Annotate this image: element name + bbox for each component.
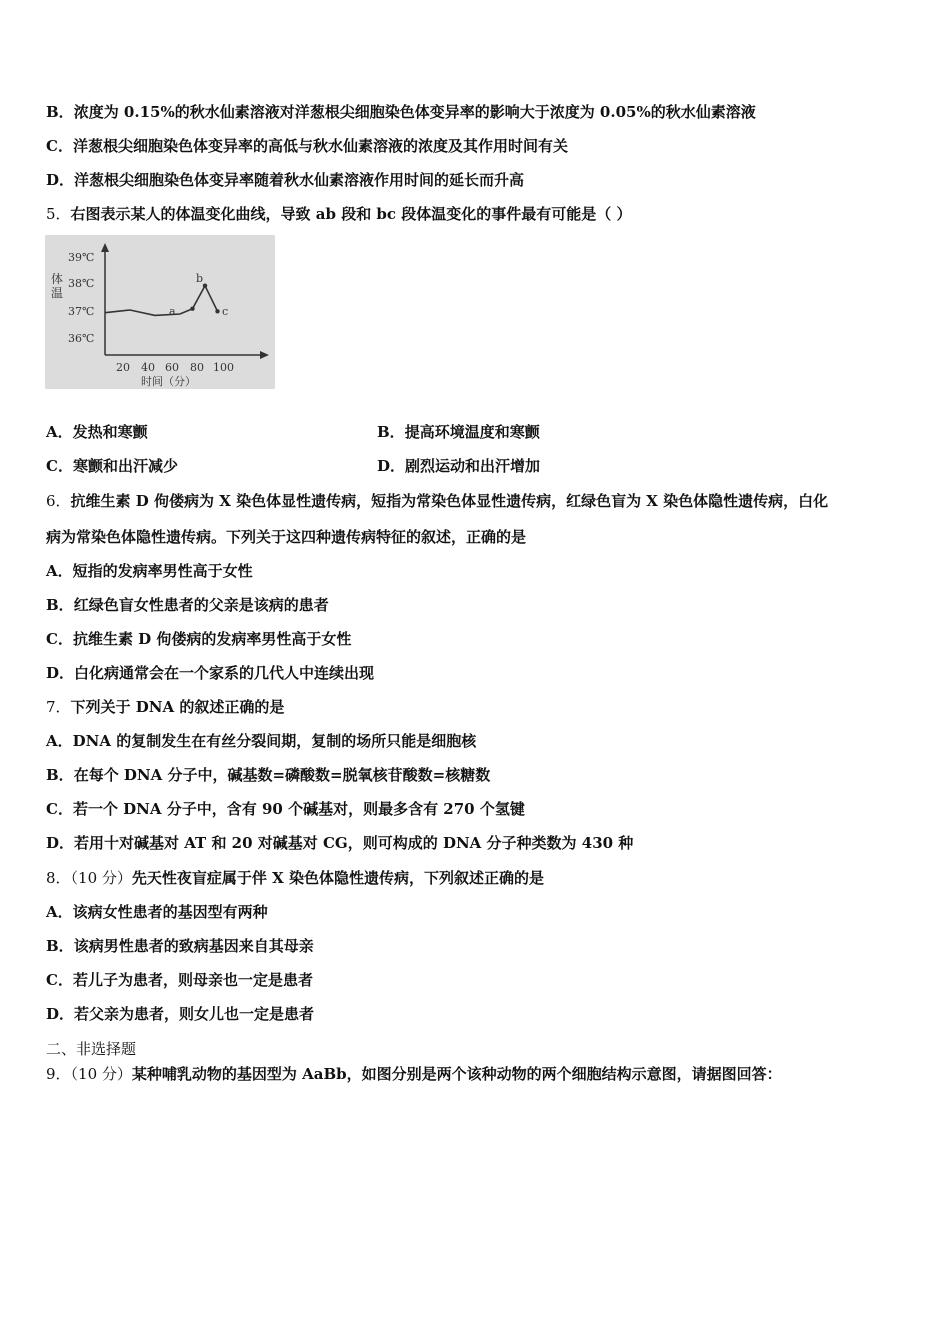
q8-option-d: D．若父亲为患者，则女儿也一定是患者	[46, 1005, 315, 1023]
q7-stem: 7．下列关于 DNA 的叙述正确的是	[46, 698, 285, 716]
x-axis-label: 时间（分）	[141, 375, 196, 388]
y-tick-36: 36℃	[68, 332, 95, 345]
q4-option-d: D．洋葱根尖细胞染色体变异率随着秋水仙素溶液作用时间的延长而升高	[46, 171, 525, 189]
q4-option-b: B．浓度为 0.15%的秋水仙素溶液对洋葱根尖细胞染色体变异率的影响大于浓度为 0.05%的秋水仙素溶液	[46, 103, 756, 121]
x-tick-100: 100	[213, 361, 234, 374]
q5-option-b: B．提高环境温度和寒颤	[377, 423, 540, 441]
section-title: 二、非选择题	[46, 1040, 137, 1058]
q5-option-a: A．发热和寒颤	[46, 423, 148, 441]
q4-option-c: C．洋葱根尖细胞染色体变异率的高低与秋水仙素溶液的浓度及其作用时间有关	[46, 137, 568, 155]
point-label-a: a	[169, 305, 176, 318]
y-axis-arrow	[101, 243, 109, 252]
data-point-a	[190, 306, 194, 310]
q5-option-c: C．寒颤和出汗减少	[46, 457, 178, 475]
y-axis-label: 体温	[51, 272, 64, 300]
q8-option-b: B．该病男性患者的致病基因来自其母亲	[46, 937, 314, 955]
q9-stem: 9．（10 分）某种哺乳动物的基因型为 AaBb，如图分别是两个该种动物的两个细胞结构示意图，请据图回答：	[46, 1065, 782, 1083]
q7-option-b: B．在每个 DNA 分子中，碱基数=磷酸数=脱氧核苷酸数=核糖数	[46, 766, 491, 784]
q6-stem-line1: 6．抗维生素 D 佝偻病为 X 染色体显性遗传病，短指为常染色体显性遗传病，红绿色盲为 X 染色体隐性遗传病，白化	[46, 492, 829, 510]
q8-option-c: C．若儿子为患者，则母亲也一定是患者	[46, 971, 313, 989]
x-tick-40: 40	[141, 361, 155, 374]
q6-option-d: D．白化病通常会在一个家系的几代人中连续出现	[46, 664, 375, 682]
x-tick-60: 60	[165, 361, 179, 374]
q7-option-d: D．若用十对碱基对 AT 和 20 对碱基对 CG，则可构成的 DNA 分子种类数为 430 种	[46, 834, 634, 852]
point-label-b: b	[196, 272, 204, 285]
y-tick-37: 37℃	[68, 305, 95, 318]
q6-option-c: C．抗维生素 D 佝偻病的发病率男性高于女性	[46, 630, 352, 648]
y-tick-38: 38℃	[68, 277, 95, 290]
temperature-graph	[45, 235, 275, 389]
point-label-c: c	[222, 305, 229, 318]
q8-option-a: A．该病女性患者的基因型有两种	[46, 903, 268, 921]
q7-option-c: C．若一个 DNA 分子中，含有 90 个碱基对，则最多含有 270 个氢键	[46, 800, 525, 818]
q5-stem: 5．右图表示某人的体温变化曲线，导致 ab 段和 bc 段体温变化的事件最有可能是（ ）	[46, 205, 632, 223]
y-tick-39: 39℃	[68, 251, 95, 264]
x-tick-80: 80	[190, 361, 204, 374]
q7-option-a: A．DNA 的复制发生在有丝分裂间期，复制的场所只能是细胞核	[46, 732, 477, 750]
q6-option-b: B．红绿色盲女性患者的父亲是该病的患者	[46, 596, 329, 614]
x-tick-20: 20	[116, 361, 130, 374]
temperature-chart-svg	[45, 235, 275, 389]
q8-stem: 8．（10 分）先天性夜盲症属于伴 X 染色体隐性遗传病，下列叙述正确的是	[46, 869, 544, 887]
temperature-curve	[105, 286, 218, 316]
data-point-c	[215, 309, 219, 313]
q5-option-d: D．剧烈运动和出汗增加	[377, 457, 541, 475]
q6-stem-line2: 病为常染色体隐性遗传病。下列关于这四种遗传病特征的叙述，正确的是	[46, 528, 527, 546]
q6-option-a: A．短指的发病率男性高于女性	[46, 562, 253, 580]
x-axis-arrow	[260, 351, 269, 359]
data-point-b	[203, 284, 207, 288]
